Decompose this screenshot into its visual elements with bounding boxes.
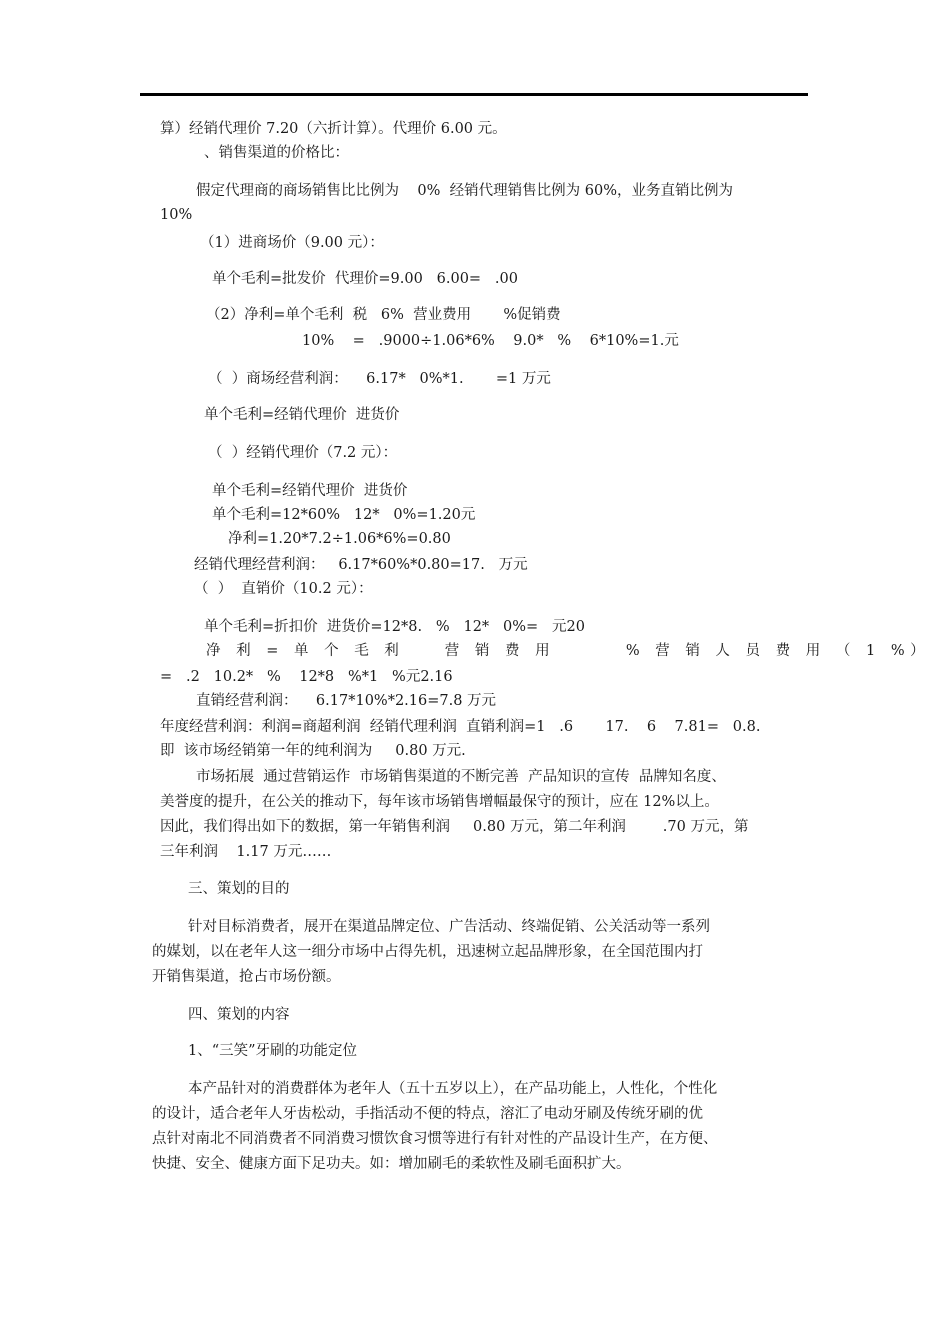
text-line: 假定代理商的商场销售比比例为 0% 经销代理销售比例为 60%，业务直销比例为 bbox=[196, 183, 733, 199]
text-line: 三年利润 1.17 万元…… bbox=[160, 844, 332, 860]
text-line: 的媒划，以在老年人这一细分市场中占得先机，迅速树立起品牌形象，在全国范围内打 bbox=[152, 944, 703, 960]
text-line: （ ）经销代理价（7.2 元）： bbox=[208, 445, 398, 461]
text-line: 直销经营利润： 6.17*10%*2.16=7.8 万元 bbox=[196, 693, 497, 709]
text-line: （1）进商场价（9.00 元）： bbox=[200, 235, 384, 251]
section-heading: 四、策划的内容 bbox=[188, 1007, 290, 1023]
text-line: 点针对南北不同消费者不同消费习惯饮食习惯等进行有针对性的产品设计生产，在方便、 bbox=[152, 1131, 718, 1147]
text-line: 单个毛利=经销代理价 进货价 bbox=[212, 483, 408, 499]
text-line: 本产品针对的消费群体为老年人（五十五岁以上），在产品功能上，人性化，个性化 bbox=[188, 1081, 718, 1097]
text-line: 单个毛利=批发价 代理价=9.00 6.00= .00 bbox=[212, 271, 518, 287]
text-line: 单个毛利=折扣价 进货价=12*8. % 12* 0%= 元20 bbox=[204, 619, 585, 635]
text-line: 经销代理经营利润： 6.17*60%*0.80=17. 万元 bbox=[194, 557, 528, 573]
text-line: 年度经营利润：利润=商超利润 经销代理利润 直销利润=1 .6 17. 6 7.81= 0.8. bbox=[160, 719, 761, 735]
text-line: 净利=1.20*7.2÷1.06*6%=0.80 bbox=[228, 531, 451, 547]
text-line: 市场拓展 通过营销运作 市场销售渠道的不断完善 产品知识的宣传 品牌知名度、 bbox=[196, 769, 726, 785]
text-line: = .2 10.2* % 12*8 %*1 %元2.16 bbox=[160, 669, 453, 685]
text-line: 的设计，适合老年人牙齿松动，手指活动不便的特点，溶汇了电动牙刷及传统牙刷的优 bbox=[152, 1106, 703, 1122]
text-line: 净 利 = 单 个 毛 利 营 销 费 用 % 营 销 人 员 费 用 （ 1 %） bbox=[206, 643, 931, 659]
text-line: 即 该市场经销第一年的纯利润为 0.80 万元. bbox=[160, 743, 466, 759]
text-line: 算）经销代理价 7.20（六折计算）。代理价 6.00 元。 bbox=[160, 121, 507, 137]
header-rule bbox=[140, 93, 808, 96]
text-line: 快捷、安全、健康方面下足功夫。如：增加刷毛的柔软性及刷毛面积扩大。 bbox=[152, 1156, 631, 1172]
text-line: 、销售渠道的价格比： bbox=[204, 145, 349, 161]
text-line: 美誉度的提升，在公关的推动下，每年该市场销售增幅最保守的预计，应在 12%以上。 bbox=[160, 794, 719, 810]
text-line: 10% bbox=[160, 207, 193, 223]
text-line: （2）净利=单个毛利 税 6% 营业费用 %促销费 bbox=[206, 307, 561, 323]
text-line: 单个毛利=12*60% 12* 0%=1.20元 bbox=[212, 507, 476, 523]
section-heading: 三、策划的目的 bbox=[188, 881, 290, 897]
text-line: 单个毛利=经销代理价 进货价 bbox=[204, 407, 400, 423]
text-line: 开销售渠道，抢占市场份额。 bbox=[152, 969, 341, 985]
text-line: 10% = .9000÷1.06*6% 9.0* % 6*10%=1.元 bbox=[302, 333, 679, 349]
text-line: 因此，我们得出如下的数据，第一年销售利润 0.80 万元，第二年利润 .70 万元，第 bbox=[160, 819, 749, 835]
subsection-heading: 1、“三笑”牙刷的功能定位 bbox=[188, 1043, 358, 1059]
text-line: （ ） 直销价（10.2 元）： bbox=[194, 581, 373, 597]
text-line: （ ）商场经营利润： 6.17* 0%*1. =1 万元 bbox=[208, 371, 551, 387]
text-line: 针对目标消费者，展开在渠道品牌定位、广告活动、终端促销、公关活动等一系列 bbox=[188, 919, 710, 935]
